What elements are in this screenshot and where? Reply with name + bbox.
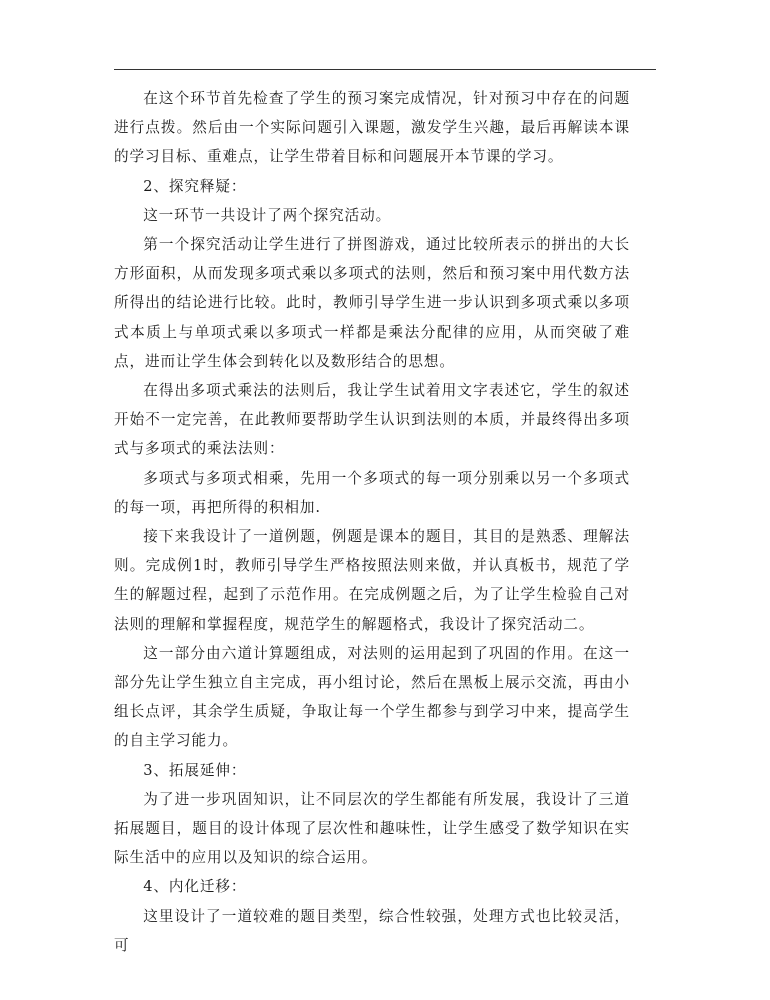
header-rule (114, 69, 656, 70)
section-heading-explore: 2、探究释疑： (143, 177, 247, 195)
paragraph-extension: 为了进一步巩固知识，让不同层次的学生都能有所发展，我设计了三道拓展题目，题目的设计体现了层次性和趣味性，让学生感受了数学知识在实际生活中的应用以及知识的综合运用。 (114, 790, 630, 867)
paragraph-calculation-practice: 这一部分由六道计算题组成，对法则的运用起到了巩固的作用。在这一部分先让学生独立自主完成，再小组讨论，然后在黑板上展示交流，再由小组长点评，其余学生质疑，争取让每一个学生都参与到学习中来，提高学生的自主学习能力。 (114, 644, 630, 750)
paragraph-activity-one: 第一个探究活动让学生进行了拼图游戏，通过比较所表示的拼出的大长方形面积，从而发现多项式乘以多项式的法则，然后和预习案中用代数方法所得出的结论进行比较。此时，教师引导学生进一步认识到多项式乘以多项式本质上与单项式乘以多项式一样都是乘法分配律的应用，从而突破了难点，进而让学生体会到转化以及数形结合的思想。 (114, 236, 630, 370)
paragraph-multiplication-rule: 多项式与多项式相乘，先用一个多项式的每一项分别乘以另一个多项式的每一项，再把所得的积相加. (114, 469, 630, 516)
paragraph-rule-derivation: 在得出多项式乘法的法则后，我让学生试着用文字表述它，学生的叙述开始不一定完善，在此教师要帮助学生认识到法则的本质，并最终得出多项式与多项式的乘法法则： (114, 382, 630, 458)
paragraph-internalize: 这里设计了一道较难的题目类型，综合性较强，处理方式也比较灵活，可 (114, 907, 630, 954)
paragraph-two-activities: 这一环节一共设计了两个探究活动。 (143, 206, 392, 224)
section-heading-extension: 3、拓展延伸： (143, 761, 247, 779)
paragraph-intro-review: 在这个环节首先检查了学生的预习案完成情况，针对预习中存在的问题进行点拨。然后由一个实际问题引入课题，激发学生兴趣，最后再解读本课的学习目标、重难点，让学生带着目标和问题展开本节课的学习。 (114, 90, 630, 166)
document-body (114, 84, 630, 960)
paragraph-example: 接下来我设计了一道例题，例题是课本的题目，其目的是熟悉、理解法则。完成例1时，教师引导学生严格按照法则来做，并认真板书，规范了学生的解题过程，起到了示范作用。在完成例题之后，为了让学生检验自己对法则的理解和掌握程度，规范学生的解题格式，我设计了探究活动二。 (114, 528, 630, 633)
section-heading-internalize: 4、内化迁移： (143, 878, 247, 896)
